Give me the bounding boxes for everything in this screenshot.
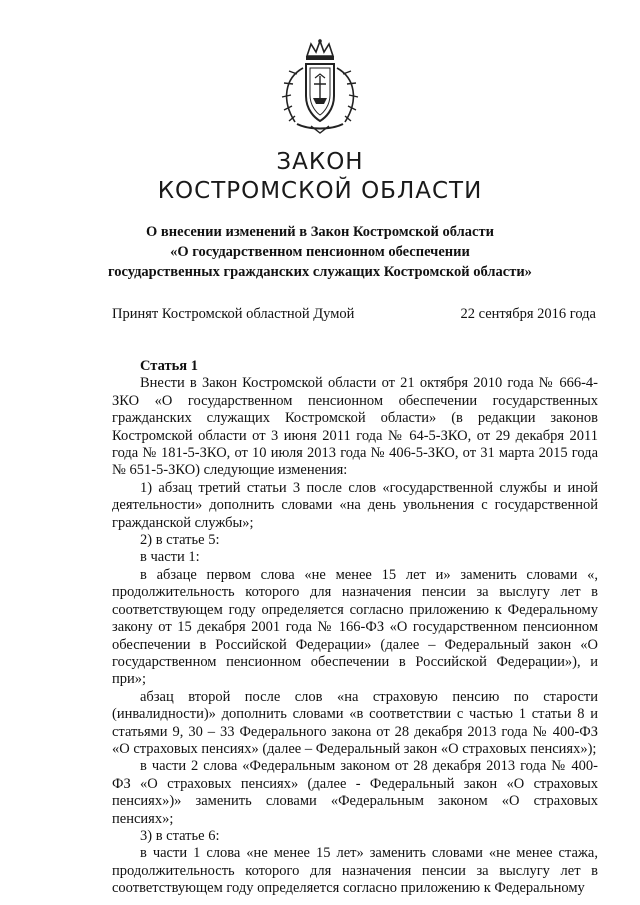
law-region-title: КОСТРОМСКОЙ ОБЛАСТИ	[157, 178, 483, 204]
paragraph: 1) абзац третий статьи 3 после слов «государственной службы и иной деятельности» дополнить словами «на день увольнения с государственной гражданской службы»;	[112, 479, 598, 531]
paragraph: Внести в Закон Костромской области от 21 октября 2010 года № 666-4-ЗКО «О государственном пенсионном обеспечении государственных гражданских служащих Костромской области» (в редакции законов Костромской области от 3 июня 2011 года № 64-5-ЗКО, от 29 декабря 2011 года № 181-5-ЗКО, от 10 июля 2013 года № 406-5-ЗКО, от 31 марта 2015 года № 651-5-ЗКО) следующие изменения:	[112, 375, 598, 479]
subject-line-3: государственных гражданских служащих Костромской области»	[108, 264, 532, 280]
paragraph: в части 1 слова «не менее 15 лет» заменить словами «не менее стажа, продолжительность которого для назначения пенсии за выслугу лет в соответствующем году определяется согласно приложению к Федеральному	[112, 845, 598, 897]
paragraph: в части 2 слова «Федеральным законом от 28 декабря 2013 года № 400-ФЗ «О страховых пенсиях» (далее - Федеральный закон «О страховых пенсиях»)» заменить словами «Федеральным законом «О страховых пенсиях»;	[112, 758, 598, 827]
paragraph: в абзаце первом слова «не менее 15 лет и» заменить словами «, продолжительность которого для назначения пенсии за выслугу лет в соответствующем году определяется согласно приложению к Федеральному закону от 15 декабря 2001 года № 166-ФЗ «О государственном пенсионном обеспечении в Российской Федерации» (далее – Федеральный закон «О государственном пенсионном обеспечении в Российской Федерации»), и при»;	[112, 566, 598, 688]
coat-of-arms-icon	[273, 38, 367, 134]
article-body	[112, 358, 598, 898]
law-subject	[0, 222, 640, 282]
adopted-date: 22 сентября 2016 года	[460, 306, 596, 322]
paragraph: абзац второй после слов «на страховую пенсию по старости (инвалидности)» дополнить словами «в соответствии с частью 1 статьи 8 и статьями 9, 30 – 33 Федерального закона от 28 декабря 2013 года № 400-ФЗ «О страховых пенсиях» (далее – Федеральный закон «О страховых пенсиях»);	[112, 688, 598, 757]
subject-line-1: О внесении изменений в Закон Костромской области	[146, 224, 494, 240]
law-title: ЗАКОН	[276, 149, 364, 175]
paragraph: в части 1:	[140, 549, 200, 566]
paragraph: 3) в статье 6:	[140, 827, 220, 844]
paragraph: 2) в статье 5:	[140, 532, 220, 549]
article-heading: Статья 1	[140, 358, 198, 374]
adopted-by: Принят Костромской областной Думой	[112, 306, 355, 322]
subject-line-2: «О государственном пенсионном обеспечении	[170, 244, 470, 260]
